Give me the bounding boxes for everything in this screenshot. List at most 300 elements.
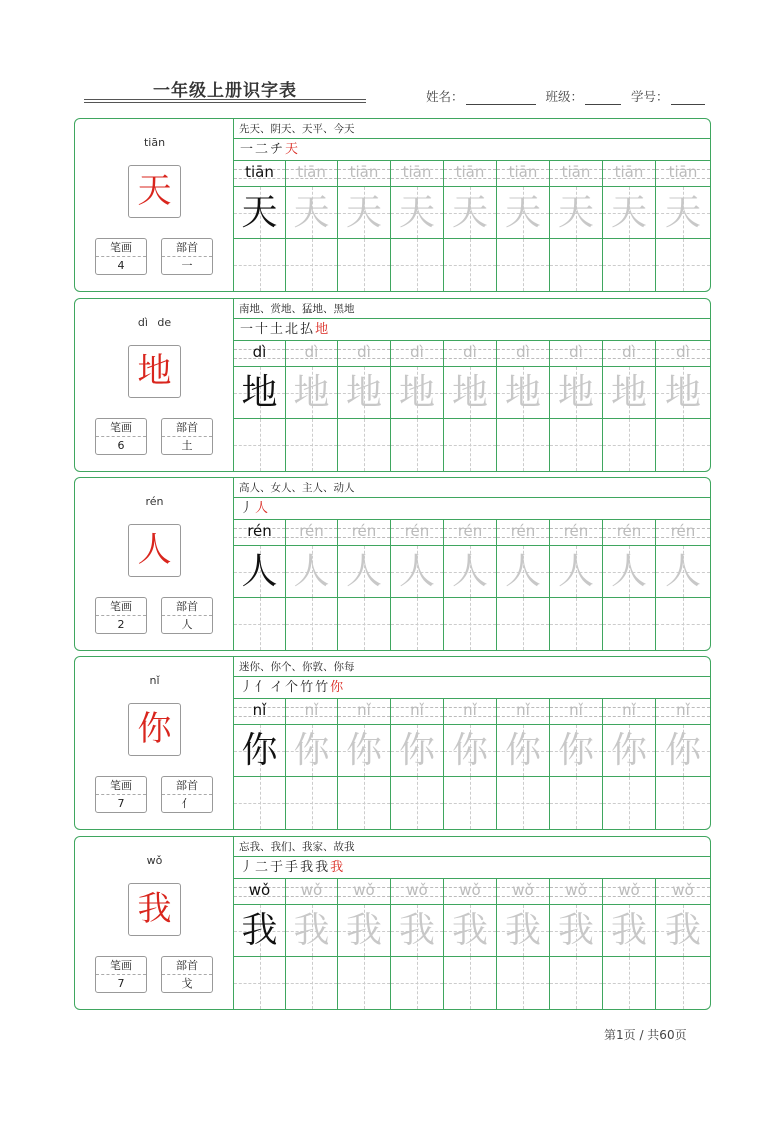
radical-label: 部首 (162, 957, 212, 975)
char-text: 天 (345, 192, 382, 233)
pinyin-text: rén (563, 522, 589, 540)
pinyin-cell[interactable] (603, 879, 656, 905)
writing-cell[interactable] (391, 725, 444, 777)
blank-cell[interactable] (603, 419, 656, 471)
char-text: 地 (345, 372, 382, 413)
pinyin-cell[interactable] (656, 161, 710, 187)
pinyin-text: dì (410, 343, 424, 361)
pinyin-cell[interactable] (391, 699, 444, 725)
stroke-step: 竹 (315, 680, 331, 695)
blank-cell[interactable] (444, 957, 497, 1009)
char-text: 人 (293, 551, 330, 592)
pinyin-text: dì (676, 343, 690, 361)
pinyin-cell[interactable] (603, 520, 656, 546)
stroke-step: 我 (315, 860, 331, 875)
stroke-step: 丿 (240, 680, 256, 695)
blank-cell[interactable] (338, 419, 391, 471)
char-info-panel (75, 657, 234, 829)
blank-cell[interactable] (391, 777, 444, 829)
char-text: 天 (664, 192, 701, 233)
stroke-order (234, 677, 710, 699)
char-text: 我 (293, 910, 330, 951)
pinyin-cell[interactable] (338, 520, 391, 546)
char-text: 你 (451, 730, 488, 771)
pinyin-text: nǐ (357, 701, 371, 719)
pinyin-cell[interactable] (234, 879, 286, 905)
blank-cell[interactable] (444, 777, 497, 829)
radical-label: 部首 (162, 777, 212, 795)
pinyin-cell[interactable] (444, 341, 497, 367)
stroke-step: 我 (300, 860, 316, 875)
char-display: 天 (128, 165, 181, 218)
stroke-step: チ (270, 142, 286, 157)
example-words: 南地、赏地、猛地、黑地 (234, 299, 710, 319)
blank-cell[interactable] (391, 419, 444, 471)
pinyin-cell[interactable] (444, 879, 497, 905)
char-text: 你 (398, 730, 435, 771)
pinyin-cell[interactable] (338, 879, 391, 905)
pinyin-text: nǐ (304, 701, 319, 719)
blank-cell[interactable] (497, 957, 550, 1009)
pinyin-cell[interactable] (656, 341, 710, 367)
char-text: 我 (664, 910, 701, 951)
writing-cell[interactable] (497, 187, 550, 239)
char-text: 地 (557, 372, 594, 413)
pinyin-text: nǐ (622, 701, 636, 719)
writing-cell[interactable] (338, 187, 391, 239)
char-text: 天 (504, 192, 541, 233)
strokes-box (95, 776, 147, 813)
writing-cell[interactable] (444, 905, 497, 957)
char-text: 天 (610, 192, 647, 233)
pinyin-cell[interactable] (497, 161, 550, 187)
writing-cell[interactable] (444, 187, 497, 239)
char-card (74, 477, 711, 651)
char-text: 天 (241, 192, 278, 233)
writing-cell[interactable] (391, 187, 444, 239)
char-text: 我 (451, 910, 488, 951)
writing-cell[interactable] (286, 725, 338, 777)
pinyin-text: wǒ (672, 881, 694, 899)
writing-cell[interactable] (234, 725, 286, 777)
pinyin-text: tiān (245, 163, 274, 181)
char-text: 我 (557, 910, 594, 951)
pinyin-text: tiān (668, 163, 698, 181)
pinyin-cell[interactable] (234, 699, 286, 725)
pinyin-text: rén (670, 522, 696, 540)
pinyin-cell[interactable] (338, 341, 391, 367)
pinyin-cell[interactable] (550, 879, 603, 905)
blank-cell[interactable] (497, 239, 550, 291)
page-footer: 第1页 / 共60页 (604, 1028, 687, 1042)
strokes-label: 笔画 (96, 777, 146, 795)
pinyin-text: wǒ (353, 881, 375, 899)
pinyin-text: wǒ (248, 881, 271, 899)
pinyin-text: rén (351, 522, 377, 540)
blank-cell[interactable] (286, 419, 338, 471)
blank-cell[interactable] (391, 239, 444, 291)
blank-cell[interactable] (286, 957, 338, 1009)
char-text: 天 (557, 192, 594, 233)
pinyin-cell[interactable] (603, 699, 656, 725)
writing-cell[interactable] (391, 367, 444, 419)
writing-cell[interactable] (286, 546, 338, 598)
pinyin-cell[interactable] (656, 520, 710, 546)
pinyin-text: tiān (402, 163, 432, 181)
blank-cell[interactable] (550, 239, 603, 291)
pinyin-cell[interactable] (550, 699, 603, 725)
stroke-step: 手 (285, 860, 301, 875)
pinyin-cell[interactable] (603, 341, 656, 367)
radical-box (161, 597, 213, 634)
blank-cell[interactable] (550, 957, 603, 1009)
writing-cell[interactable] (444, 725, 497, 777)
char-text: 地 (241, 372, 278, 413)
pinyin-text: dì (516, 343, 530, 361)
blank-cell[interactable] (603, 239, 656, 291)
writing-cell[interactable] (656, 367, 710, 419)
strokes-label: 笔画 (96, 957, 146, 975)
writing-cell[interactable] (497, 725, 550, 777)
pinyin-text: tiān (455, 163, 485, 181)
strokes-value: 6 (117, 439, 125, 452)
writing-cell[interactable] (338, 725, 391, 777)
char-text: 地 (504, 372, 541, 413)
pinyin-cell[interactable] (338, 699, 391, 725)
stroke-step: 北 (285, 322, 301, 337)
number-label: 学号： (631, 89, 669, 104)
pinyin-text: dì (463, 343, 477, 361)
radical-box (161, 776, 213, 813)
blank-cell[interactable] (550, 598, 603, 650)
pinyin-cell[interactable] (550, 341, 603, 367)
blank-cell[interactable] (656, 957, 710, 1009)
pinyin-text: tiān (561, 163, 591, 181)
writing-cell[interactable] (550, 367, 603, 419)
writing-cell[interactable] (550, 725, 603, 777)
stroke-step: 你 (330, 680, 346, 695)
char-text: 地 (610, 372, 647, 413)
pinyin-text: dì (252, 343, 267, 361)
stroke-step: 一 (240, 142, 256, 157)
blank-cell[interactable] (444, 598, 497, 650)
writing-cell[interactable] (286, 905, 338, 957)
strokes-box (95, 956, 147, 993)
stroke-step: 二 (255, 142, 271, 157)
pinyin-cell[interactable] (286, 699, 338, 725)
blank-cell[interactable] (656, 239, 710, 291)
stroke-step: 一 (240, 322, 256, 337)
strokes-value: 2 (117, 618, 125, 631)
pinyin-text: rén (247, 522, 272, 540)
writing-cell[interactable] (338, 367, 391, 419)
title-underline (84, 99, 366, 100)
char-display: 你 (128, 703, 181, 756)
char-display: 我 (128, 883, 181, 936)
blank-cell[interactable] (286, 598, 338, 650)
char-display: 地 (128, 345, 181, 398)
pinyin-text: dì (357, 343, 371, 361)
blank-cell[interactable] (234, 598, 286, 650)
radical-label: 部首 (162, 598, 212, 616)
pinyin-text: nǐ (676, 701, 690, 719)
pinyin-cell[interactable] (603, 161, 656, 187)
radical-value: 戈 (181, 977, 193, 990)
blank-cell[interactable] (234, 957, 286, 1009)
page-title: 一年级上册识字表 (153, 81, 297, 101)
pinyin-text: wǒ (565, 881, 587, 899)
char-text: 地 (664, 372, 701, 413)
writing-cell[interactable] (444, 546, 497, 598)
writing-cell[interactable] (603, 905, 656, 957)
pinyin-cell[interactable] (286, 520, 338, 546)
char-text: 地 (398, 372, 435, 413)
char-text: 我 (241, 910, 278, 951)
stroke-step: 二 (255, 860, 271, 875)
writing-cell[interactable] (338, 546, 391, 598)
writing-cell[interactable] (391, 905, 444, 957)
stroke-step: 丿 (240, 501, 256, 516)
pinyin-cell[interactable] (550, 161, 603, 187)
pinyin-text: nǐ (569, 701, 583, 719)
char-text: 人 (664, 551, 701, 592)
pinyin-cell[interactable] (234, 520, 286, 546)
blank-cell[interactable] (603, 598, 656, 650)
radical-box (161, 238, 213, 275)
writing-grid (234, 341, 710, 471)
pinyin-cell[interactable] (656, 879, 710, 905)
blank-cell[interactable] (391, 598, 444, 650)
pinyin-text: rén (404, 522, 430, 540)
example-words: 迷你、你个、你敦、你每 (234, 657, 710, 677)
blank-cell[interactable] (497, 777, 550, 829)
blank-cell[interactable] (497, 598, 550, 650)
blank-cell[interactable] (234, 777, 286, 829)
char-info-panel (75, 837, 234, 1009)
stroke-order (234, 319, 710, 341)
blank-cell[interactable] (656, 598, 710, 650)
char-pinyin: nǐ (149, 674, 160, 687)
char-text: 你 (504, 730, 541, 771)
class-field[interactable] (585, 91, 621, 105)
pinyin-cell[interactable] (497, 699, 550, 725)
stroke-step: 地 (315, 322, 331, 337)
char-card (74, 298, 711, 472)
stroke-step: 我 (330, 860, 346, 875)
char-text: 你 (345, 730, 382, 771)
blank-cell[interactable] (338, 957, 391, 1009)
char-text: 人 (345, 551, 382, 592)
pinyin-text: rén (510, 522, 536, 540)
writing-cell[interactable] (234, 546, 286, 598)
pinyin-text: wǒ (406, 881, 428, 899)
blank-cell[interactable] (444, 419, 497, 471)
writing-cell[interactable] (603, 725, 656, 777)
radical-value: 人 (181, 618, 193, 631)
pinyin-cell[interactable] (286, 879, 338, 905)
strokes-label: 笔画 (96, 598, 146, 616)
stroke-step: 天 (285, 142, 301, 157)
practice-area (234, 478, 710, 650)
blank-cell[interactable] (497, 419, 550, 471)
char-text: 你 (241, 730, 278, 771)
number-field[interactable] (671, 91, 705, 105)
class-label: 班级： (545, 89, 584, 104)
pinyin-cell[interactable] (391, 161, 444, 187)
writing-cell[interactable] (603, 367, 656, 419)
practice-area (234, 657, 710, 829)
stroke-step: 于 (270, 860, 286, 875)
char-text: 你 (293, 730, 330, 771)
pinyin-cell[interactable] (234, 341, 286, 367)
char-text: 人 (451, 551, 488, 592)
stroke-step: 竹 (300, 680, 316, 695)
writing-grid (234, 699, 710, 829)
blank-cell[interactable] (234, 239, 286, 291)
pinyin-cell[interactable] (656, 699, 710, 725)
pinyin-cell[interactable] (550, 520, 603, 546)
stroke-step: イ (270, 680, 286, 695)
strokes-value: 4 (117, 259, 125, 272)
pinyin-cell[interactable] (391, 879, 444, 905)
blank-cell[interactable] (444, 239, 497, 291)
char-text: 天 (293, 192, 330, 233)
writing-cell[interactable] (391, 546, 444, 598)
pinyin-text: nǐ (252, 701, 267, 719)
pinyin-text: nǐ (463, 701, 477, 719)
pinyin-text: rén (299, 522, 324, 540)
char-text: 地 (451, 372, 488, 413)
practice-area (234, 299, 710, 471)
pinyin-text: tiān (614, 163, 644, 181)
blank-cell[interactable] (656, 777, 710, 829)
radical-box (161, 418, 213, 455)
pinyin-text: nǐ (516, 701, 530, 719)
strokes-label: 笔画 (96, 239, 146, 257)
writing-grid (234, 879, 710, 1009)
strokes-value: 7 (117, 977, 125, 990)
pinyin-text: wǒ (618, 881, 640, 899)
writing-cell[interactable] (497, 905, 550, 957)
writing-cell[interactable] (234, 187, 286, 239)
blank-cell[interactable] (550, 777, 603, 829)
writing-cell[interactable] (550, 546, 603, 598)
blank-cell[interactable] (286, 777, 338, 829)
writing-cell[interactable] (550, 187, 603, 239)
writing-cell[interactable] (497, 546, 550, 598)
pinyin-text: tiān (349, 163, 379, 181)
strokes-box (95, 238, 147, 275)
writing-cell[interactable] (603, 187, 656, 239)
writing-cell[interactable] (497, 367, 550, 419)
writing-cell[interactable] (550, 905, 603, 957)
blank-cell[interactable] (656, 419, 710, 471)
radical-label: 部首 (162, 419, 212, 437)
example-words: 高人、女人、主人、动人 (234, 478, 710, 498)
writing-cell[interactable] (656, 725, 710, 777)
char-info-panel (75, 478, 234, 650)
pinyin-cell[interactable] (286, 341, 338, 367)
pinyin-cell[interactable] (497, 341, 550, 367)
char-text: 你 (610, 730, 647, 771)
pinyin-text: rén (457, 522, 483, 540)
name-field[interactable] (466, 91, 536, 105)
blank-cell[interactable] (391, 957, 444, 1009)
writing-cell[interactable] (656, 546, 710, 598)
blank-cell[interactable] (603, 777, 656, 829)
pinyin-cell[interactable] (497, 520, 550, 546)
writing-cell[interactable] (656, 187, 710, 239)
pinyin-cell[interactable] (338, 161, 391, 187)
char-text: 我 (345, 910, 382, 951)
pinyin-text: tiān (508, 163, 538, 181)
pinyin-cell[interactable] (444, 520, 497, 546)
blank-cell[interactable] (550, 419, 603, 471)
blank-cell[interactable] (234, 419, 286, 471)
pinyin-text: nǐ (410, 701, 424, 719)
pinyin-text: wǒ (300, 881, 323, 899)
name-label: 姓名： (426, 89, 464, 104)
example-words: 忘我、我们、我家、故我 (234, 837, 710, 857)
blank-cell[interactable] (603, 957, 656, 1009)
pinyin-cell[interactable] (391, 520, 444, 546)
pinyin-text: tiān (297, 163, 326, 181)
blank-cell[interactable] (286, 239, 338, 291)
writing-cell[interactable] (656, 905, 710, 957)
pinyin-text: wǒ (459, 881, 481, 899)
char-pinyin: wǒ (146, 854, 163, 867)
radical-value: 土 (181, 439, 193, 452)
writing-cell[interactable] (444, 367, 497, 419)
writing-cell[interactable] (286, 187, 338, 239)
writing-cell[interactable] (603, 546, 656, 598)
char-info-panel (75, 119, 234, 291)
stroke-step: 人 (255, 501, 271, 516)
char-pinyin: rén (145, 495, 164, 508)
char-text: 你 (557, 730, 594, 771)
char-pinyin: dì de (137, 316, 172, 329)
char-text: 我 (398, 910, 435, 951)
pinyin-cell[interactable] (286, 161, 338, 187)
blank-cell[interactable] (338, 598, 391, 650)
pinyin-cell[interactable] (234, 161, 286, 187)
writing-cell[interactable] (286, 367, 338, 419)
blank-cell[interactable] (338, 777, 391, 829)
strokes-box (95, 418, 147, 455)
char-text: 人 (504, 551, 541, 592)
blank-cell[interactable] (338, 239, 391, 291)
writing-cell[interactable] (338, 905, 391, 957)
writing-grid (234, 520, 710, 650)
pinyin-cell[interactable] (391, 341, 444, 367)
radical-value: 一 (181, 259, 193, 272)
writing-cell[interactable] (234, 367, 286, 419)
pinyin-cell[interactable] (444, 699, 497, 725)
char-card (74, 836, 711, 1010)
char-card (74, 118, 711, 292)
strokes-box (95, 597, 147, 634)
char-text: 我 (504, 910, 541, 951)
pinyin-cell[interactable] (497, 879, 550, 905)
char-text: 人 (557, 551, 594, 592)
char-display: 人 (128, 524, 181, 577)
writing-grid (234, 161, 710, 291)
practice-area (234, 837, 710, 1009)
strokes-label: 笔画 (96, 419, 146, 437)
pinyin-cell[interactable] (444, 161, 497, 187)
writing-cell[interactable] (234, 905, 286, 957)
char-text: 你 (664, 730, 701, 771)
